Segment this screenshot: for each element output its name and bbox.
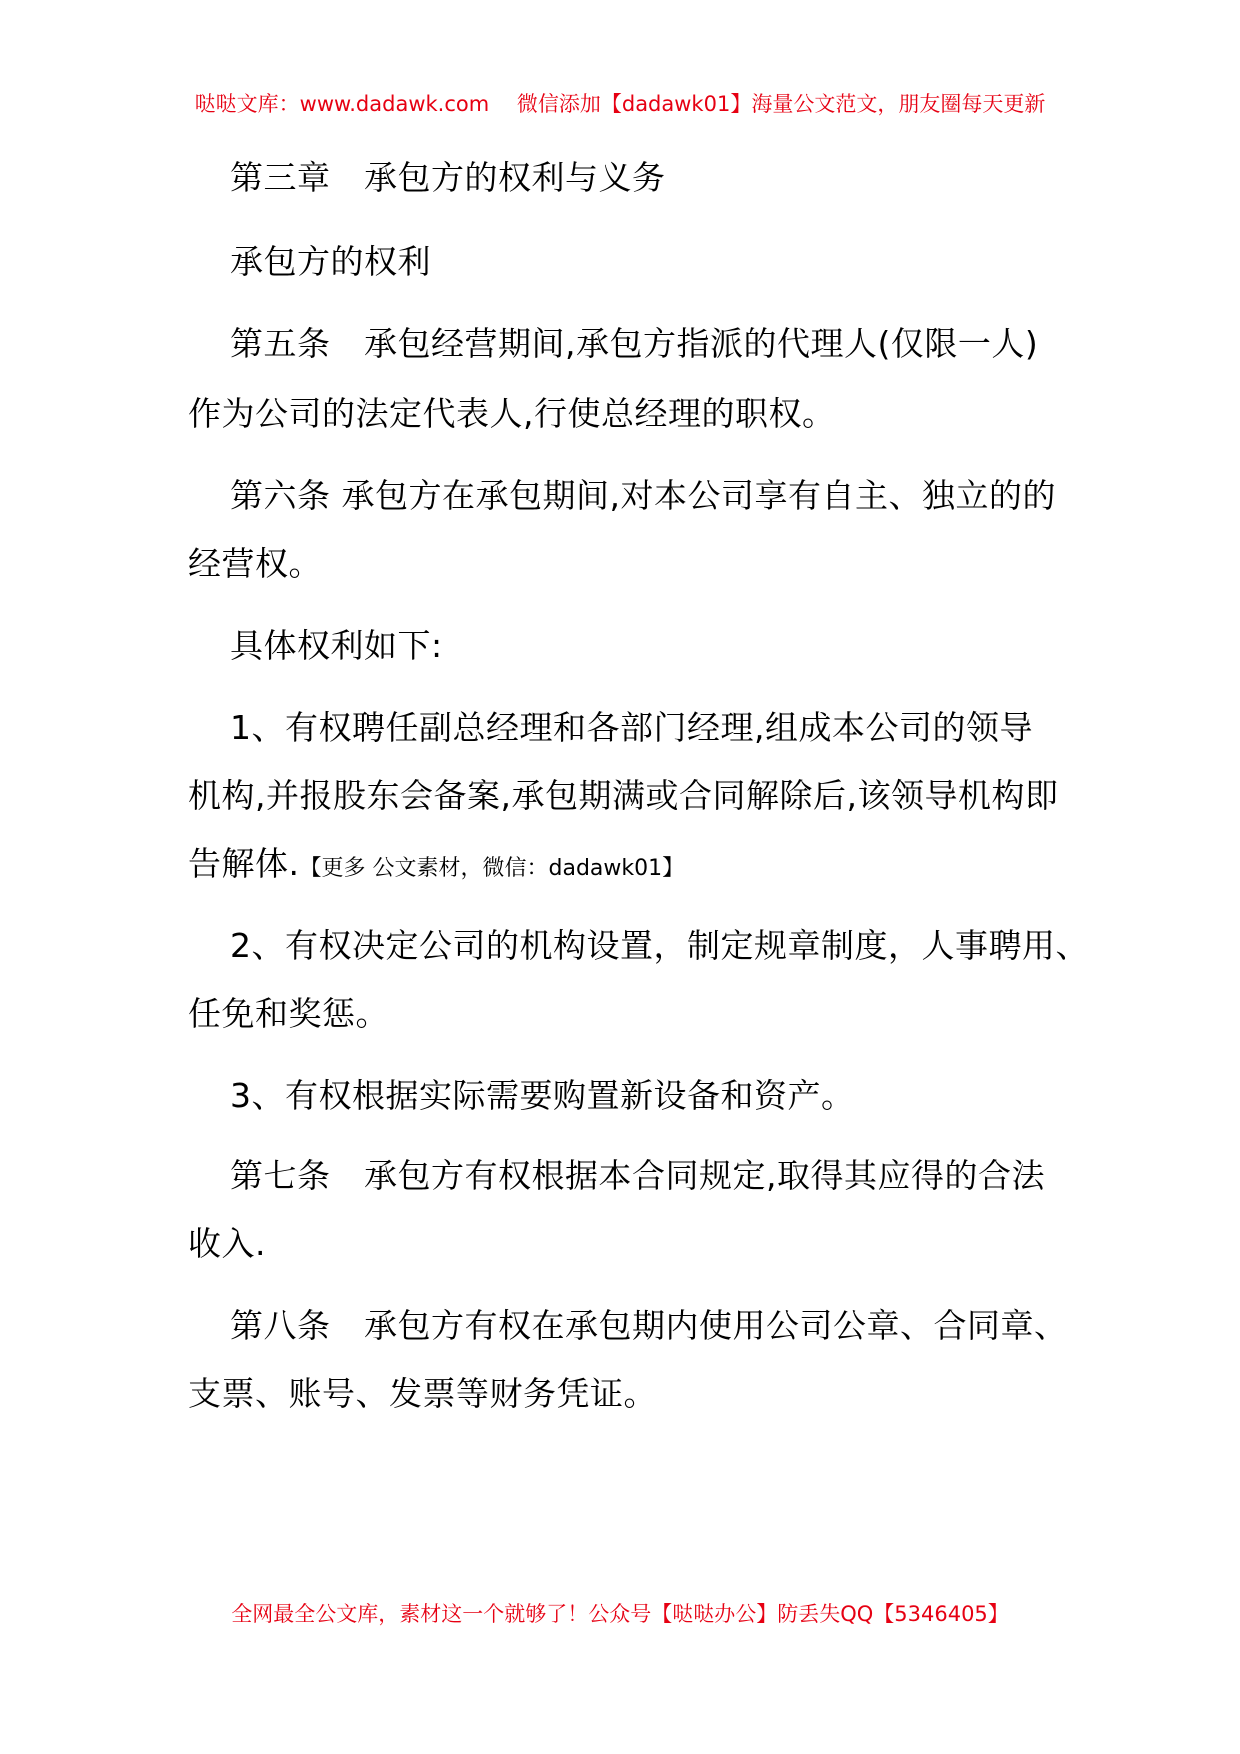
article-6-line-2: 经营权。 <box>188 544 322 583</box>
item-1-line-2: 机构,并报股东会备案,承包期满或合同解除后,该领导机构即 <box>188 776 1059 815</box>
item-2-line-2: 任免和奖惩。 <box>188 994 389 1033</box>
item-1-line-1: 1、有权聘任副总经理和各部门经理,组成本公司的领导 <box>230 708 1033 747</box>
article-8-line-1: 第八条 承包方有权在承包期内使用公司公章、合同章、 <box>230 1306 1068 1345</box>
item-2-line-1: 2、有权决定公司的机构设置，制定规章制度，人事聘用、 <box>230 926 1089 965</box>
article-8-line-2: 支票、账号、发票等财务凭证。 <box>188 1374 657 1413</box>
footer-watermark: 全网最全公文库，素材这一个就够了！公众号【哒哒办公】防丢失QQ【5346405】 <box>231 1602 1009 1626</box>
article-5-line-2: 作为公司的法定代表人,行使总经理的职权。 <box>188 394 836 433</box>
article-5-line-1: 第五条 承包经营期间,承包方指派的代理人(仅限一人) <box>230 324 1039 363</box>
promo-note: 【更多 公文素材，微信：dadawk01】 <box>299 856 685 881</box>
article-7-line-2: 收入. <box>188 1224 266 1263</box>
article-7-line-1: 第七条 承包方有权根据本合同规定,取得其应得的合法 <box>230 1156 1045 1195</box>
article-6-line-1: 第六条 承包方在承包期间,对本公司享有自主、独立的的 <box>230 476 1056 515</box>
section-title: 承包方的权利 <box>230 242 431 281</box>
item-3-line-1: 3、有权根据实际需要购置新设备和资产。 <box>230 1076 855 1115</box>
chapter-title: 第三章 承包方的权利与义务 <box>230 158 666 197</box>
item-1-text: 告解体. <box>188 844 300 883</box>
rights-intro: 具体权利如下: <box>230 626 443 665</box>
item-1-line-3 <box>188 838 684 885</box>
header-watermark: 哒哒文库：www.dadawk.com 微信添加【dadawk01】海量公文范文，朋友圈每天更新 <box>194 92 1046 116</box>
